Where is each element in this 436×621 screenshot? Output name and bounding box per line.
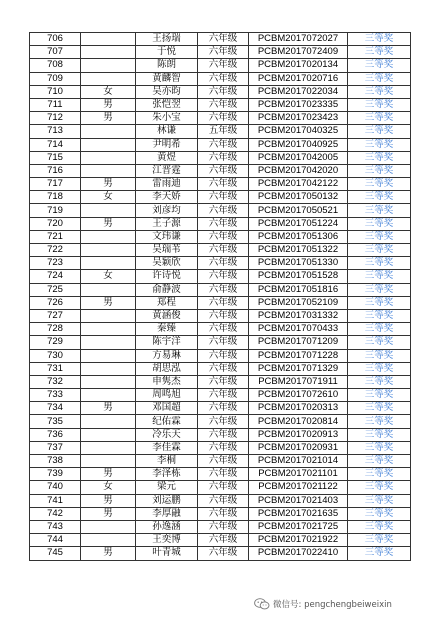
- grade-cell: 六年级: [198, 191, 249, 204]
- gender-cell: 男: [81, 402, 136, 415]
- grade-cell: 六年级: [198, 441, 249, 454]
- registration-id: PCBM2017051330: [249, 257, 348, 270]
- table-row: [30, 151, 411, 164]
- student-name: 申隽杰: [136, 375, 198, 388]
- student-name: 许诗悦: [136, 270, 198, 283]
- table-row: [30, 125, 411, 138]
- row-number: 720: [30, 217, 81, 230]
- student-name: 冷乐天: [136, 428, 198, 441]
- gender-cell: [81, 230, 136, 243]
- table-row: [30, 402, 411, 415]
- gender-cell: [81, 428, 136, 441]
- registration-id: PCBM2017022034: [249, 85, 348, 98]
- table-row: [30, 257, 411, 270]
- grade-cell: 六年级: [198, 151, 249, 164]
- table-row: [30, 547, 411, 560]
- award-cell: 三等奖: [348, 112, 411, 125]
- grade-cell: 六年级: [198, 323, 249, 336]
- row-number: 726: [30, 296, 81, 309]
- award-cell: 三等奖: [348, 468, 411, 481]
- student-name: 吴瑞苇: [136, 244, 198, 257]
- award-cell: 三等奖: [348, 534, 411, 547]
- gender-cell: [81, 151, 136, 164]
- award-cell: 三等奖: [348, 428, 411, 441]
- grade-cell: 六年级: [198, 257, 249, 270]
- student-name: 邓国超: [136, 402, 198, 415]
- row-number: 734: [30, 402, 81, 415]
- student-name: 雷雨迪: [136, 178, 198, 191]
- award-cell: 三等奖: [348, 33, 411, 46]
- grade-cell: 六年级: [198, 520, 249, 533]
- gender-cell: 女: [81, 481, 136, 494]
- student-name: 王扬瑞: [136, 33, 198, 46]
- registration-id: PCBM2017021922: [249, 534, 348, 547]
- gender-cell: 男: [81, 112, 136, 125]
- award-cell: 三等奖: [348, 257, 411, 270]
- student-name: 吴颖欣: [136, 257, 198, 270]
- grade-cell: 六年级: [198, 349, 249, 362]
- table-row: [30, 72, 411, 85]
- gender-cell: [81, 349, 136, 362]
- award-cell: 三等奖: [348, 415, 411, 428]
- award-cell: 三等奖: [348, 178, 411, 191]
- table-row: [30, 296, 411, 309]
- registration-id: PCBM2017072610: [249, 389, 348, 402]
- gender-cell: [81, 283, 136, 296]
- table-row: [30, 481, 411, 494]
- student-name: 李桐: [136, 455, 198, 468]
- registration-id: PCBM2017042122: [249, 178, 348, 191]
- gender-cell: [81, 323, 136, 336]
- grade-cell: 六年级: [198, 33, 249, 46]
- row-number: 743: [30, 520, 81, 533]
- row-number: 741: [30, 494, 81, 507]
- watermark: [254, 597, 392, 611]
- row-number: 733: [30, 389, 81, 402]
- grade-cell: 六年级: [198, 270, 249, 283]
- grade-cell: 六年级: [198, 46, 249, 59]
- student-name: 陈朗: [136, 59, 198, 72]
- grade-cell: 六年级: [198, 112, 249, 125]
- award-cell: 三等奖: [348, 125, 411, 138]
- grade-cell: 六年级: [198, 455, 249, 468]
- grade-cell: 六年级: [198, 494, 249, 507]
- registration-id: PCBM2017051816: [249, 283, 348, 296]
- student-name: 孙逸涵: [136, 520, 198, 533]
- student-name: 江晋霆: [136, 164, 198, 177]
- grade-cell: 六年级: [198, 164, 249, 177]
- registration-id: PCBM2017071228: [249, 349, 348, 362]
- gender-cell: [81, 362, 136, 375]
- grade-cell: 六年级: [198, 468, 249, 481]
- student-name: 周鸣旭: [136, 389, 198, 402]
- gender-cell: [81, 441, 136, 454]
- grade-cell: 六年级: [198, 204, 249, 217]
- grade-cell: 六年级: [198, 217, 249, 230]
- gender-cell: 男: [81, 547, 136, 560]
- row-number: 719: [30, 204, 81, 217]
- table-row: [30, 534, 411, 547]
- student-name: 胡思泓: [136, 362, 198, 375]
- gender-cell: 男: [81, 507, 136, 520]
- grade-cell: 六年级: [198, 244, 249, 257]
- row-number: 707: [30, 46, 81, 59]
- award-cell: 三等奖: [348, 349, 411, 362]
- grade-cell: 六年级: [198, 178, 249, 191]
- registration-id: PCBM2017050132: [249, 191, 348, 204]
- award-cell: 三等奖: [348, 402, 411, 415]
- grade-cell: 六年级: [198, 309, 249, 322]
- table-row: [30, 336, 411, 349]
- registration-id: PCBM2017020814: [249, 415, 348, 428]
- student-name: 黄煜: [136, 151, 198, 164]
- award-cell: 三等奖: [348, 336, 411, 349]
- registration-id: PCBM2017021101: [249, 468, 348, 481]
- registration-id: PCBM2017021122: [249, 481, 348, 494]
- table-row: [30, 520, 411, 533]
- award-cell: 三等奖: [348, 85, 411, 98]
- row-number: 709: [30, 72, 81, 85]
- row-number: 738: [30, 455, 81, 468]
- grade-cell: 六年级: [198, 415, 249, 428]
- row-number: 736: [30, 428, 81, 441]
- row-number: 711: [30, 98, 81, 111]
- grade-cell: 六年级: [198, 138, 249, 151]
- grade-cell: 六年级: [198, 428, 249, 441]
- row-number: 731: [30, 362, 81, 375]
- gender-cell: [81, 72, 136, 85]
- registration-id: PCBM2017020313: [249, 402, 348, 415]
- registration-id: PCBM2017051322: [249, 244, 348, 257]
- registration-id: PCBM2017040325: [249, 125, 348, 138]
- table-row: [30, 323, 411, 336]
- wechat-icon: [254, 598, 270, 610]
- gender-cell: [81, 33, 136, 46]
- registration-id: PCBM2017042005: [249, 151, 348, 164]
- table-row: [30, 349, 411, 362]
- results-table: [29, 32, 411, 561]
- award-cell: 三等奖: [348, 151, 411, 164]
- award-cell: 三等奖: [348, 217, 411, 230]
- table-row: [30, 507, 411, 520]
- row-number: 714: [30, 138, 81, 151]
- grade-cell: 六年级: [198, 389, 249, 402]
- grade-cell: 六年级: [198, 481, 249, 494]
- table-row: [30, 270, 411, 283]
- award-cell: 三等奖: [348, 59, 411, 72]
- registration-id: PCBM2017072409: [249, 46, 348, 59]
- student-name: 于悦: [136, 46, 198, 59]
- registration-id: PCBM2017040925: [249, 138, 348, 151]
- table-row: [30, 191, 411, 204]
- table-row: [30, 309, 411, 322]
- gender-cell: [81, 336, 136, 349]
- registration-id: PCBM2017071911: [249, 375, 348, 388]
- table-row: [30, 494, 411, 507]
- gender-cell: [81, 125, 136, 138]
- gender-cell: [81, 244, 136, 257]
- row-number: 724: [30, 270, 81, 283]
- table-row: [30, 441, 411, 454]
- grade-cell: 六年级: [198, 534, 249, 547]
- grade-cell: 五年级: [198, 125, 249, 138]
- table-row: [30, 46, 411, 59]
- grade-cell: 六年级: [198, 230, 249, 243]
- registration-id: PCBM2017022410: [249, 547, 348, 560]
- table-row: [30, 283, 411, 296]
- row-number: 716: [30, 164, 81, 177]
- row-number: 744: [30, 534, 81, 547]
- gender-cell: 女: [81, 191, 136, 204]
- table-row: [30, 85, 411, 98]
- grade-cell: 六年级: [198, 547, 249, 560]
- student-name: 朱小宝: [136, 112, 198, 125]
- row-number: 730: [30, 349, 81, 362]
- table-row: [30, 59, 411, 72]
- row-number: 706: [30, 33, 81, 46]
- registration-id: PCBM2017031332: [249, 309, 348, 322]
- award-cell: 三等奖: [348, 270, 411, 283]
- row-number: 740: [30, 481, 81, 494]
- registration-id: PCBM2017020913: [249, 428, 348, 441]
- award-cell: 三等奖: [348, 72, 411, 85]
- grade-cell: 六年级: [198, 72, 249, 85]
- gender-cell: 女: [81, 270, 136, 283]
- award-cell: 三等奖: [348, 46, 411, 59]
- student-name: 吴亦昀: [136, 85, 198, 98]
- gender-cell: [81, 257, 136, 270]
- table-row: [30, 362, 411, 375]
- table-row: [30, 468, 411, 481]
- row-number: 710: [30, 85, 81, 98]
- grade-cell: 六年级: [198, 362, 249, 375]
- gender-cell: [81, 520, 136, 533]
- registration-id: PCBM2017020134: [249, 59, 348, 72]
- gender-cell: [81, 309, 136, 322]
- award-cell: 三等奖: [348, 375, 411, 388]
- award-cell: 三等奖: [348, 164, 411, 177]
- grade-cell: 六年级: [198, 85, 249, 98]
- registration-id: PCBM2017072027: [249, 33, 348, 46]
- registration-id: PCBM2017021014: [249, 455, 348, 468]
- table-row: [30, 178, 411, 191]
- registration-id: PCBM2017023423: [249, 112, 348, 125]
- grade-cell: 六年级: [198, 296, 249, 309]
- grade-cell: 六年级: [198, 336, 249, 349]
- registration-id: PCBM2017051528: [249, 270, 348, 283]
- registration-id: PCBM2017020931: [249, 441, 348, 454]
- gender-cell: 男: [81, 296, 136, 309]
- award-cell: 三等奖: [348, 389, 411, 402]
- row-number: 745: [30, 547, 81, 560]
- student-name: 李泽栋: [136, 468, 198, 481]
- student-name: 张恺翌: [136, 98, 198, 111]
- gender-cell: 男: [81, 98, 136, 111]
- registration-id: PCBM2017023335: [249, 98, 348, 111]
- row-number: 718: [30, 191, 81, 204]
- row-number: 708: [30, 59, 81, 72]
- student-name: 李佳霖: [136, 441, 198, 454]
- table-row: [30, 415, 411, 428]
- table-row: [30, 204, 411, 217]
- gender-cell: [81, 455, 136, 468]
- award-cell: 三等奖: [348, 191, 411, 204]
- student-name: 刘运鹏: [136, 494, 198, 507]
- student-name: 王奕博: [136, 534, 198, 547]
- award-cell: 三等奖: [348, 309, 411, 322]
- student-name: 梁元: [136, 481, 198, 494]
- row-number: 737: [30, 441, 81, 454]
- grade-cell: 六年级: [198, 98, 249, 111]
- gender-cell: [81, 534, 136, 547]
- registration-id: PCBM2017052109: [249, 296, 348, 309]
- row-number: 727: [30, 309, 81, 322]
- gender-cell: 男: [81, 178, 136, 191]
- student-name: 叶青城: [136, 547, 198, 560]
- row-number: 728: [30, 323, 81, 336]
- row-number: 735: [30, 415, 81, 428]
- row-number: 715: [30, 151, 81, 164]
- gender-cell: [81, 46, 136, 59]
- award-cell: 三等奖: [348, 507, 411, 520]
- row-number: 713: [30, 125, 81, 138]
- row-number: 729: [30, 336, 81, 349]
- gender-cell: 女: [81, 85, 136, 98]
- award-cell: 三等奖: [348, 520, 411, 533]
- row-number: 722: [30, 244, 81, 257]
- student-name: 纪佑霖: [136, 415, 198, 428]
- table-row: [30, 230, 411, 243]
- student-name: 郑程: [136, 296, 198, 309]
- award-cell: 三等奖: [348, 138, 411, 151]
- registration-id: PCBM2017042020: [249, 164, 348, 177]
- student-name: 黄涵俊: [136, 309, 198, 322]
- registration-id: PCBM2017021635: [249, 507, 348, 520]
- table-row: [30, 217, 411, 230]
- student-name: 方易琳: [136, 349, 198, 362]
- row-number: 717: [30, 178, 81, 191]
- award-cell: 三等奖: [348, 296, 411, 309]
- gender-cell: [81, 59, 136, 72]
- table-row: [30, 375, 411, 388]
- row-number: 723: [30, 257, 81, 270]
- student-name: 刘彦均: [136, 204, 198, 217]
- grade-cell: 六年级: [198, 283, 249, 296]
- gender-cell: [81, 204, 136, 217]
- row-number: 712: [30, 112, 81, 125]
- student-name: 王子源: [136, 217, 198, 230]
- registration-id: PCBM2017020716: [249, 72, 348, 85]
- student-name: 尹明希: [136, 138, 198, 151]
- grade-cell: 六年级: [198, 507, 249, 520]
- award-cell: 三等奖: [348, 244, 411, 257]
- table-row: [30, 112, 411, 125]
- table-row: [30, 389, 411, 402]
- gender-cell: [81, 415, 136, 428]
- row-number: 732: [30, 375, 81, 388]
- row-number: 739: [30, 468, 81, 481]
- award-cell: 三等奖: [348, 283, 411, 296]
- results-table-body: [30, 33, 411, 561]
- registration-id: PCBM2017070433: [249, 323, 348, 336]
- gender-cell: 男: [81, 468, 136, 481]
- gender-cell: [81, 138, 136, 151]
- student-name: 文玮谦: [136, 230, 198, 243]
- table-row: [30, 244, 411, 257]
- registration-id: PCBM2017021725: [249, 520, 348, 533]
- table-row: [30, 455, 411, 468]
- grade-cell: 六年级: [198, 59, 249, 72]
- table-row: [30, 33, 411, 46]
- award-cell: 三等奖: [348, 230, 411, 243]
- row-number: 742: [30, 507, 81, 520]
- student-name: 秦臻: [136, 323, 198, 336]
- student-name: 李天娇: [136, 191, 198, 204]
- student-name: 李厚融: [136, 507, 198, 520]
- gender-cell: 男: [81, 494, 136, 507]
- registration-id: PCBM2017021403: [249, 494, 348, 507]
- award-cell: 三等奖: [348, 494, 411, 507]
- table-row: [30, 98, 411, 111]
- row-number: 721: [30, 230, 81, 243]
- watermark-text: 微信号: pengchengbeiweixin: [273, 600, 392, 610]
- award-cell: 三等奖: [348, 204, 411, 217]
- student-name: 陈宇洋: [136, 336, 198, 349]
- grade-cell: 六年级: [198, 375, 249, 388]
- table-row: [30, 164, 411, 177]
- award-cell: 三等奖: [348, 323, 411, 336]
- student-name: 林谦: [136, 125, 198, 138]
- table-row: [30, 428, 411, 441]
- student-name: 黄麟智: [136, 72, 198, 85]
- registration-id: PCBM2017051306: [249, 230, 348, 243]
- gender-cell: 男: [81, 217, 136, 230]
- registration-id: PCBM2017051224: [249, 217, 348, 230]
- gender-cell: [81, 389, 136, 402]
- registration-id: PCBM2017050521: [249, 204, 348, 217]
- gender-cell: [81, 375, 136, 388]
- registration-id: PCBM2017071329: [249, 362, 348, 375]
- award-cell: 三等奖: [348, 455, 411, 468]
- award-cell: 三等奖: [348, 98, 411, 111]
- row-number: 725: [30, 283, 81, 296]
- award-cell: 三等奖: [348, 547, 411, 560]
- gender-cell: [81, 164, 136, 177]
- award-cell: 三等奖: [348, 362, 411, 375]
- table-row: [30, 138, 411, 151]
- student-name: 俞静波: [136, 283, 198, 296]
- award-cell: 三等奖: [348, 481, 411, 494]
- grade-cell: 六年级: [198, 402, 249, 415]
- award-cell: 三等奖: [348, 441, 411, 454]
- registration-id: PCBM2017071209: [249, 336, 348, 349]
